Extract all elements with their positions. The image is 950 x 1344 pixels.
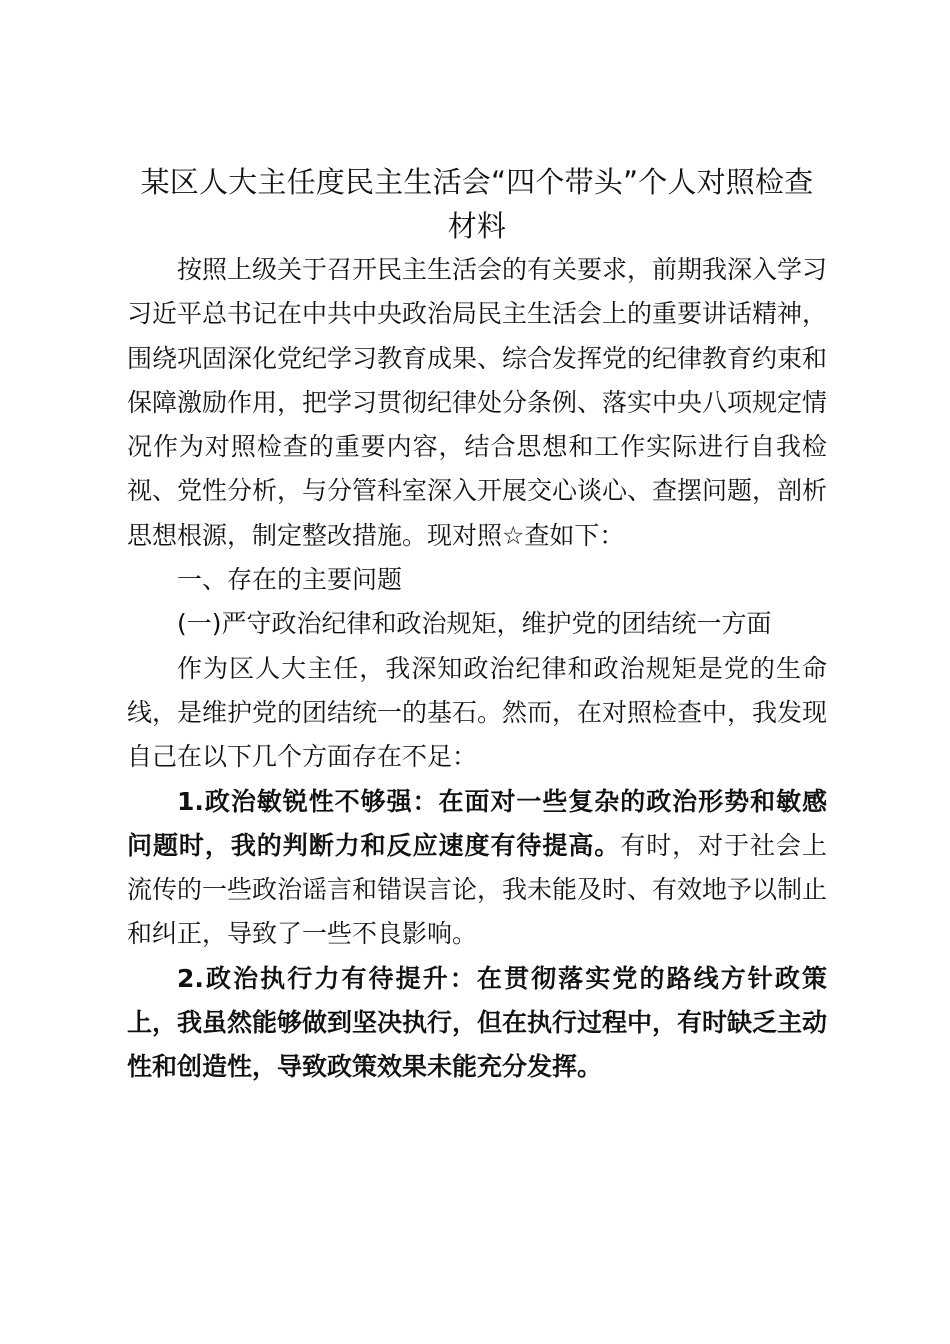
- intro-paragraph: 按照上级关于召开民主生活会的有关要求，前期我深入学习习近平总书记在中共中央政治局民主生活会上的重要讲话精神，围绕巩固深化党纪学习教育成果、综合发挥党的纪律教育约束和保障激励作用，把学习贯彻纪律处分条例、落实中央八项规定情况作为对照检查的重要内容，结合思想和工作实际进行自我检视、党性分析，与分管科室深入开展交心谈心、查摆问题，剖析思想根源，制定整改措施。现对照☆查如下：: [127, 255, 828, 550]
- item-1-paragraph: [127, 780, 827, 957]
- item-1-text: 有时，对于社会上流传的一些政治谣言和错误言论，我未能及时、有效地予以制止和纠正，导致了一些不良影响。: [127, 830, 828, 949]
- subsection-heading: (一)严守政治纪律和政治规矩，维护党的团结统一方面: [177, 609, 772, 639]
- subsection-paragraph: 作为区人大主任，我深知政治纪律和政治规矩是党的生命线，是维护党的团结统一的基石。然而，在对照检查中，我发现自己在以下几个方面存在不足：: [127, 653, 828, 772]
- document-title: 某区人大主任度民主生活会“四个带头”个人对照检查材料: [140, 165, 814, 243]
- item-2-paragraph: 2.政治执行力有待提升：在贯彻落实党的路线方针政策上，我虽然能够做到坚决执行，但在执行过程中，有时缺乏主动性和创造性，导致政策效果未能充分发挥。: [127, 963, 828, 1082]
- item-1-bold-text: 1.政治敏锐性不够强：在面对一些复杂的政治形势和敏感问题时，我的判断力和反应速度有待提高。: [127, 786, 827, 860]
- document-body: [127, 160, 827, 1090]
- section-heading: 一、存在的主要问题: [177, 565, 403, 595]
